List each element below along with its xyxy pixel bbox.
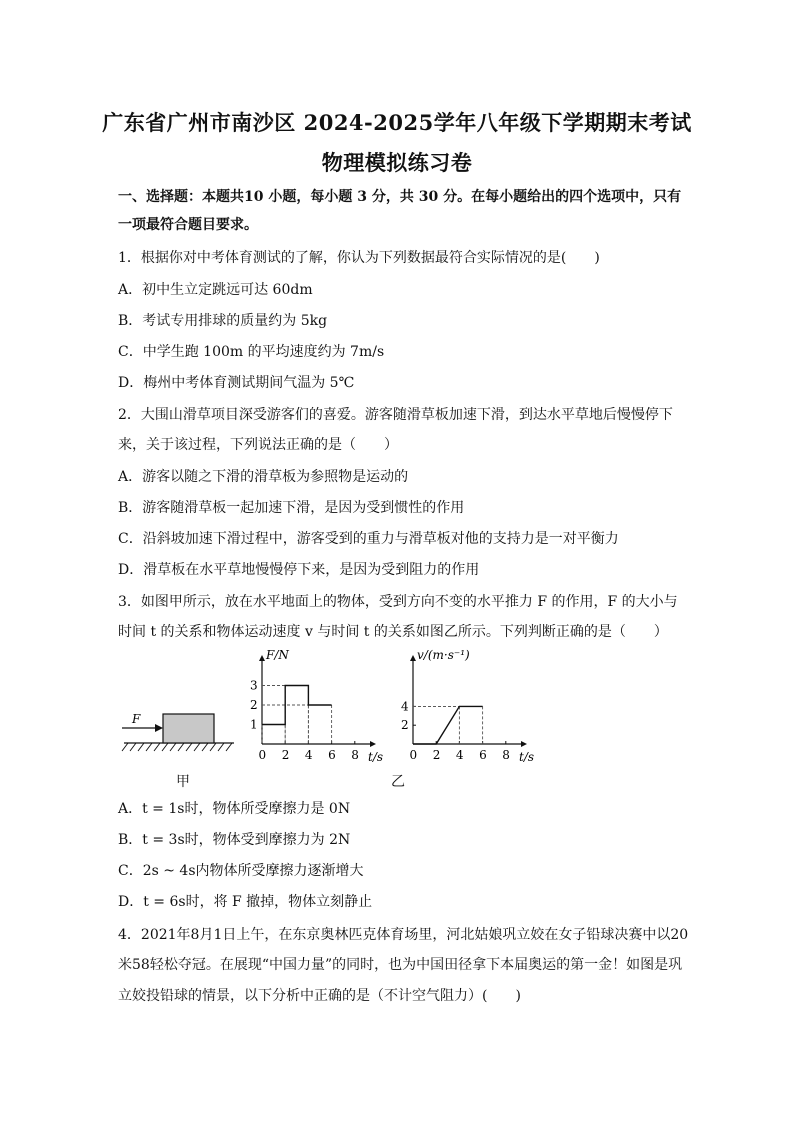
x-tick-label: 0: [258, 748, 267, 762]
y-tick-label: 4: [401, 699, 409, 714]
q2-option-d: D．滑草板在水平草地慢慢停下来，是因为受到阻力的作用: [118, 562, 480, 578]
y-axis-label: v/(m·s⁻¹): [417, 648, 470, 662]
x-tick-label: 2: [281, 748, 290, 762]
q1-option-d: D．梅州中考体育测试期间气温为 5℃: [118, 375, 355, 391]
q2-option-b: B．游客随滑草板一起加速下滑，是因为受到惯性的作用: [118, 500, 465, 516]
section-heading-line1: 一、选择题：本题共10 小题，每小题 3 分，共 30 分。在每小题给出的四个选项中，只有: [118, 189, 682, 205]
x-axis-label: t/s: [368, 750, 384, 764]
x-tick-label: 0: [409, 748, 418, 762]
y-tick-label: 1: [250, 717, 258, 732]
q2-option-c: C．沿斜坡加速下滑过程中，游客受到的重力与滑草板对他的支持力是一对平衡力: [118, 531, 619, 547]
x-axis-arrow: [521, 741, 527, 747]
document-title-line2: 物理模拟练习卷: [321, 150, 473, 175]
document-title-line1: 广东省广州市南沙区 2024-2025学年八年级下学期期末考试: [102, 110, 692, 135]
x-tick-label: 4: [455, 748, 464, 762]
y-tick-label: 3: [250, 678, 258, 693]
q1-option-c: C．中学生跑 100m 的平均速度约为 7m/s: [118, 344, 385, 360]
q3-option-a: A．t = 1s时，物体所受摩擦力是 0N: [118, 801, 351, 817]
y-axis-label: F/N: [266, 648, 289, 662]
q3-stem-line2: 时间 t 的关系和物体运动速度 v 与时间 t 的关系如图乙所示。下列判断正确的是（ ）: [118, 624, 668, 640]
x-axis-arrow: [370, 741, 376, 747]
force-time-chart: [250, 648, 383, 764]
q1-option-a: A．初中生立定跳远可达 60dm: [118, 282, 313, 298]
q4-stem-line3: 立姣投铅球的情景，以下分析中正确的是（不计空气阻力）( ): [118, 988, 521, 1004]
x-tick-label: 6: [328, 748, 336, 762]
q3-option-d: D．t = 6s时，将 F 撤掉，物体立刻静止: [118, 894, 373, 910]
y-tick-label: 2: [250, 698, 258, 712]
q2-stem-line1: 2．大围山滑草项目深受游客们的喜爱。游客随滑草板加速下滑，到达水平草地后慢慢停下: [118, 407, 673, 423]
y-axis-arrow: [259, 655, 265, 661]
q2-stem-line2: 来，关于该过程，下列说法正确的是（ ）: [118, 437, 398, 453]
figure-jia-diagram: [122, 712, 234, 751]
force-arrow-head: [155, 724, 163, 732]
series-line: [413, 706, 483, 744]
block: [163, 714, 214, 743]
x-tick-label: 8: [351, 748, 359, 762]
q2-option-a: A．游客以随之下滑的滑草板为参照物是运动的: [118, 469, 409, 485]
q4-stem-line1: 4．2021年8月1日上午，在东京奥林匹克体育场里，河北姑娘巩立姣在女子铅球决赛中以20: [118, 927, 689, 943]
x-tick-label: 6: [479, 748, 487, 762]
q3-option-c: C．2s ~ 4s内物体所受摩擦力逐渐增大: [118, 863, 364, 879]
ground-hatching: [122, 743, 232, 751]
x-tick-label: 2: [432, 748, 441, 762]
x-axis-label: t/s: [519, 750, 535, 764]
x-tick-label: 8: [502, 748, 510, 762]
x-tick-label: 4: [304, 748, 313, 762]
y-axis-arrow: [410, 655, 416, 661]
q4-stem-line2: 米58轻松夺冠。在展现“中国力量”的同时，也为中国田径拿下本届奥运的第一金！如图是巩: [118, 957, 683, 973]
q3-stem-line1: 3．如图甲所示，放在水平地面上的物体，受到方向不变的水平推力 F 的作用，F 的大小与: [118, 594, 678, 610]
figure-label-yi: 乙: [391, 774, 405, 790]
q3-option-b: B．t = 3s时，物体受到摩擦力为 2N: [118, 832, 351, 848]
q1-stem: 1．根据你对中考体育测试的了解，你认为下列数据最符合实际情况的是( ): [118, 250, 600, 266]
force-label: F: [132, 712, 141, 726]
y-tick-label: 2: [401, 718, 409, 733]
figure-label-jia: 甲: [176, 774, 190, 790]
section-heading-line2: 一项最符合题目要求。: [118, 217, 258, 233]
velocity-time-chart: [401, 648, 534, 764]
q1-option-b: B．考试专用排球的质量约为 5kg: [118, 313, 328, 329]
